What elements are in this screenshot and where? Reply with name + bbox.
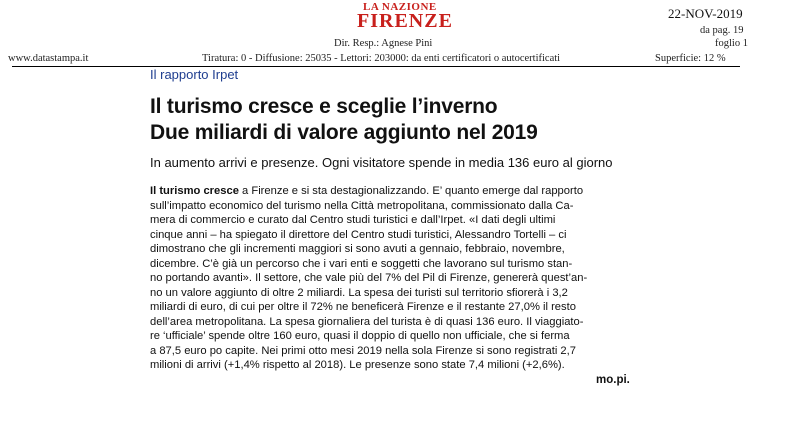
source-website: www.datastampa.it	[8, 53, 89, 64]
body-line: a 87,5 euro po capite. Nei primi otto mesi 2019 nella sola Firenze si sono registrati 2,7	[150, 344, 576, 357]
newspaper-logo-top: LA NAZIONE	[363, 1, 437, 13]
body-line: no un valore aggiunto di oltre 2 miliardi. La spesa dei turisti sul territorio sfiorerà i 3,2	[150, 286, 568, 299]
body-line: dimostrano che gli incrementi maggiori si sono avuti a gennaio, febbraio, novembre,	[150, 243, 565, 255]
article-subtitle: In aumento arrivi e presenze. Ogni visitatore spende in media 136 euro al giorno	[150, 155, 613, 170]
author-signature: mo.pi.	[596, 374, 630, 386]
body-line: no portando avanti». Il settore, che vale più del 7% del Pil di Firenze, genererà quest’an-	[150, 272, 588, 284]
circulation-info: Tiratura: 0 - Diffusione: 25035 - Lettori: 203000: da enti certificatori o autocertificati	[202, 53, 561, 64]
article-title-line-2: Due miliardi di valore aggiunto nel 2019	[150, 121, 538, 144]
page-reference: da pag. 19	[700, 25, 744, 36]
body-line: dicembre. C’è già un percorso che i vari enti e soggetti che lavorano sul turismo stan-	[150, 257, 573, 270]
newspaper-logo-main: FIRENZE	[357, 10, 453, 32]
body-line: dell’area metropolitana. La spesa giornaliera del turista è di quasi 136 euro. Il viaggiato-	[150, 315, 584, 328]
article-body	[150, 184, 650, 373]
body-line: re ‘ufficiale’ spende oltre 160 euro, quasi il doppio di quello non ufficiale, che si ferma	[150, 330, 570, 342]
body-line	[150, 184, 650, 199]
sheet-number: foglio 1	[715, 38, 748, 49]
body-line: sull’impatto economico del turismo nella Città metropolitana, commissionato dalla Ca-	[150, 199, 574, 212]
body-line: miliardi di euro, di cui per oltre il 72% ne beneficerà Firenze e il restante 27,0% il resto	[150, 301, 576, 313]
editor-in-chief: Dir. Resp.: Agnese Pini	[334, 38, 433, 49]
article-kicker: Il rapporto Irpet	[150, 67, 239, 82]
issue-date: 22-NOV-2019	[668, 6, 743, 21]
body-line-text: a Firenze e si sta destagionalizzando. E’ quanto emerge dal rapporto	[238, 185, 584, 197]
body-line: cinque anni – ha spiegato il direttore del Centro studi turistici, Alessandro Tortelli – ci	[150, 228, 567, 241]
article-title-line-1: Il turismo cresce e sceglie l’inverno	[150, 95, 498, 118]
lead-text: Il turismo cresce	[150, 185, 239, 197]
surface-percentage: Superficie: 12 %	[655, 53, 726, 64]
body-line: milioni di arrivi (+1,4% rispetto al 2018). Le presenze sono state 7,4 milioni (+2,6%).	[150, 359, 565, 371]
body-line: mera di commercio e curato dal Centro studi turistici e dall’Irpet. «I dati degli ultimi	[150, 214, 556, 226]
header-divider	[12, 66, 740, 67]
